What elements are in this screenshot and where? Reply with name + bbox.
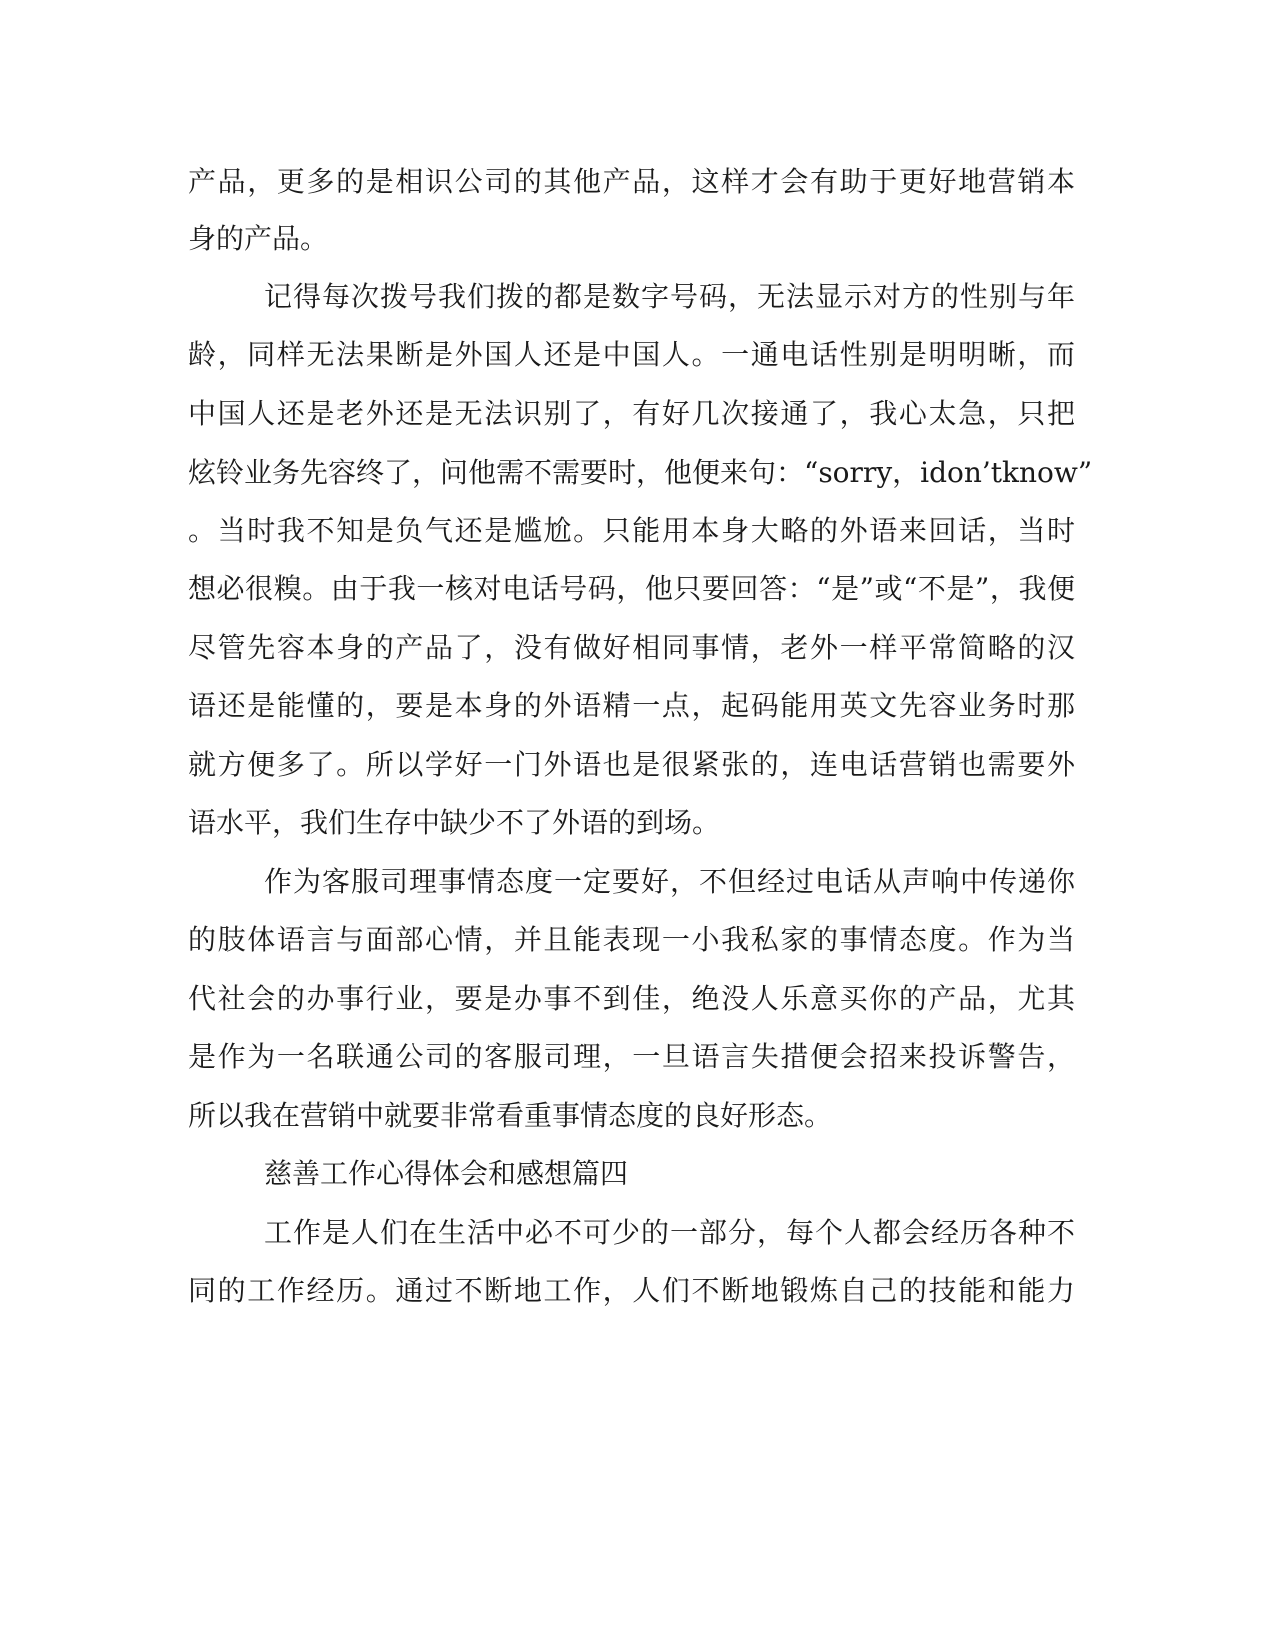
text-line: 的肢体语言与面部心情，并且能表现一小我私家的事情态度。作为当 — [188, 923, 1075, 956]
text-line: 产品，更多的是相识公司的其他产品，这样才会有助于更好地营销本 — [188, 165, 1075, 198]
text-line: 。当时我不知是负气还是尴尬。只能用本身大略的外语来回话，当时 — [188, 514, 1075, 547]
text-line: 代社会的办事行业，要是办事不到佳，绝没人乐意买你的产品，尤其 — [188, 982, 1075, 1015]
text-line: 所以我在营销中就要非常看重事情态度的良好形态。 — [188, 1099, 833, 1132]
text-line: 语水平，我们生存中缺少不了外语的到场。 — [188, 806, 721, 839]
text-line: 工作是人们在生活中必不可少的一部分，每个人都会经历各种不 — [264, 1216, 1075, 1249]
text-line: 想必很糗。由于我一核对电话号码，他只要回答：“是”或“不是”，我便 — [188, 572, 1075, 605]
text-line: 龄，同样无法果断是外国人还是中国人。一通电话性别是明明晰，而 — [188, 338, 1075, 371]
text-line: 就方便多了。所以学好一门外语也是很紧张的，连电话营销也需要外 — [188, 748, 1075, 781]
text-line: 炫铃业务先容终了，问他需不需要时，他便来句：“sorry，idon’tknow” — [188, 456, 1093, 489]
text-line: 是作为一名联通公司的客服司理，一旦语言失措便会招来投诉警告， — [188, 1040, 1075, 1073]
text-line: 尽管先容本身的产品了，没有做好相同事情，老外一样平常简略的汉 — [188, 631, 1075, 664]
text-line: 语还是能懂的，要是本身的外语精一点，起码能用英文先容业务时那 — [188, 689, 1075, 722]
text-line: 作为客服司理事情态度一定要好，不但经过电话从声响中传递你 — [264, 865, 1075, 898]
text-line: 记得每次拨号我们拨的都是数字号码，无法显示对方的性别与年 — [264, 280, 1075, 313]
text-line: 中国人还是老外还是无法识别了，有好几次接通了，我心太急，只把 — [188, 397, 1075, 430]
section-heading: 慈善工作心得体会和感想篇四 — [264, 1157, 629, 1190]
text-line: 同的工作经历。通过不断地工作，人们不断地锻炼自己的技能和能力 — [188, 1274, 1075, 1307]
text-line: 身的产品。 — [188, 222, 329, 255]
